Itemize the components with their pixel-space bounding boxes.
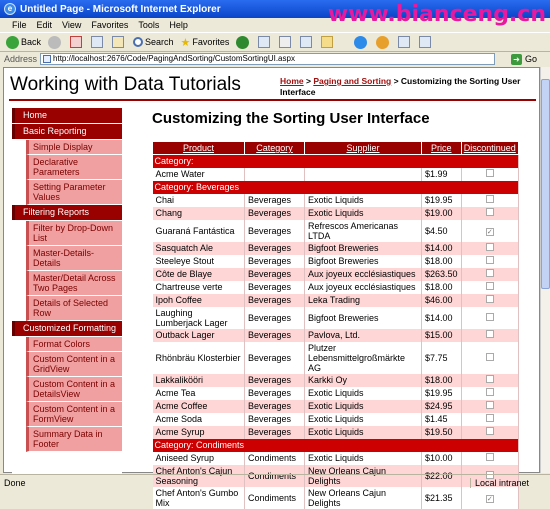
cell-category: Beverages [245, 342, 305, 374]
search-label: Search [145, 37, 174, 47]
header-product[interactable]: Product [153, 142, 245, 155]
vertical-scrollbar[interactable] [540, 67, 550, 473]
breadcrumb-separator: > [303, 76, 314, 86]
edit-button[interactable] [300, 36, 314, 48]
table-row [153, 413, 519, 426]
cell-price: $263.50 [422, 268, 462, 281]
cell-discontinued [461, 168, 518, 181]
cell-supplier: Bigfoot Breweries [305, 242, 422, 255]
status-bar [0, 474, 550, 491]
toolbar [0, 32, 550, 52]
address-bar [0, 52, 550, 66]
cell-product: Chef Anton's Cajun Seasoning [153, 465, 245, 487]
cell-discontinued [461, 255, 518, 268]
cell-category: Condiments [245, 452, 305, 465]
page-heading: Customizing the Sorting User Interface [152, 110, 430, 127]
discontinued-checkbox[interactable] [486, 269, 494, 277]
breadcrumb-home[interactable]: Home [280, 76, 304, 86]
cell-supplier: Bigfoot Breweries [305, 307, 422, 329]
favorites-label: Favorites [192, 37, 230, 47]
header-price[interactable]: Price [422, 142, 462, 155]
page-icon [43, 55, 51, 63]
nav-section-basic[interactable]: Basic Reporting [12, 124, 122, 139]
print-icon [279, 36, 291, 48]
table-row [153, 294, 519, 307]
cell-price: $18.00 [422, 281, 462, 294]
tool-icon-2 [419, 36, 431, 48]
mail-button[interactable] [258, 36, 272, 48]
cell-category: Beverages [245, 242, 305, 255]
table-row [153, 242, 519, 255]
table-row [153, 342, 519, 374]
cell-supplier: Bigfoot Breweries [305, 255, 422, 268]
cell-supplier [305, 168, 422, 181]
cell-product: Steeleye Stout [153, 255, 245, 268]
discontinued-checkbox[interactable] [486, 453, 494, 461]
cell-supplier: Leka Trading [305, 294, 422, 307]
discontinued-checkbox[interactable] [486, 295, 494, 303]
table-row [153, 387, 519, 400]
cell-category: Beverages [245, 268, 305, 281]
cell-price: $15.00 [422, 329, 462, 342]
go-label: Go [525, 54, 538, 64]
messenger-icon [376, 36, 389, 49]
discontinued-checkbox[interactable] [486, 353, 494, 361]
menu-favorites[interactable]: Favorites [91, 20, 129, 30]
cell-category: Beverages [245, 426, 305, 439]
forward-arrow-icon [48, 36, 61, 49]
table-row [153, 168, 519, 181]
cell-category [245, 168, 305, 181]
main-content [152, 110, 542, 509]
discontinued-checkbox[interactable] [486, 388, 494, 396]
globe-icon [354, 36, 367, 49]
cell-category: Condiments [245, 487, 305, 509]
cell-price: $19.95 [422, 387, 462, 400]
cell-product: Guaraná Fantástica [153, 220, 245, 242]
menu-bar [0, 18, 550, 32]
cell-discontinued [461, 329, 518, 342]
nav-item-setting-parameter-values[interactable]: Setting Parameter Values [26, 180, 122, 205]
cell-price: $22.00 [422, 465, 462, 487]
menu-tools[interactable]: Tools [138, 20, 160, 30]
cell-product: Chai [153, 194, 245, 207]
discontinued-checkbox[interactable] [486, 401, 494, 409]
stop-button[interactable] [70, 36, 84, 48]
back-label: Back [21, 37, 42, 47]
cell-price: $24.95 [422, 400, 462, 413]
cell-product: Laughing Lumberjack Lager [153, 307, 245, 329]
nav-item-custom-content-detailsview[interactable]: Custom Content in a DetailsView [26, 377, 122, 402]
cell-discontinued [461, 268, 518, 281]
nav-home[interactable]: Home [12, 108, 122, 123]
cell-supplier: Exotic Liquids [305, 194, 422, 207]
cell-category: Beverages [245, 329, 305, 342]
nav-section-filtering[interactable]: Filtering Reports [12, 205, 122, 220]
cell-supplier: Aux joyeux ecclésiastiques [305, 281, 422, 294]
table-row [153, 207, 519, 220]
category-label: Category: Condiments [153, 439, 519, 452]
discontinued-checkbox[interactable] [486, 256, 494, 264]
cell-discontinued [461, 220, 518, 242]
status-text: Done [4, 478, 26, 488]
table-row [153, 374, 519, 387]
cell-product: Lakkalikööri [153, 374, 245, 387]
cell-category: Beverages [245, 194, 305, 207]
cell-price: $46.00 [422, 294, 462, 307]
cell-discontinued [461, 387, 518, 400]
breadcrumb [280, 76, 536, 98]
search-button[interactable] [133, 37, 174, 47]
grid-body [153, 155, 519, 509]
discontinued-checkbox[interactable] [486, 243, 494, 251]
discontinued-checkbox[interactable] [486, 313, 494, 321]
cell-supplier: Exotic Liquids [305, 452, 422, 465]
refresh-icon [91, 36, 103, 48]
table-row [153, 194, 519, 207]
nav-item-filter-dropdown[interactable]: Filter by Drop-Down List [26, 221, 122, 246]
products-grid [152, 141, 519, 509]
address-input[interactable] [40, 53, 495, 65]
security-zone: Local intranet [470, 478, 550, 488]
discontinued-checkbox[interactable]: ✓ [486, 228, 493, 236]
menu-help[interactable]: Help [169, 20, 188, 30]
address-url: http://localhost:2676/Code/PagingAndSorting/CustomSortingUI.aspx [53, 54, 295, 63]
nav-section-customized[interactable]: Customized Formatting [12, 321, 122, 336]
discontinued-checkbox[interactable] [486, 330, 494, 338]
cell-category: Beverages [245, 307, 305, 329]
favorites-button[interactable] [181, 36, 230, 49]
cell-discontinued [461, 342, 518, 374]
home-icon [112, 36, 124, 48]
discontinued-checkbox[interactable] [486, 282, 494, 290]
nav-item-custom-content-formview[interactable]: Custom Content in a FormView [26, 402, 122, 427]
cell-supplier: Refrescos Americanas LTDA [305, 220, 422, 242]
nav-item-format-colors[interactable]: Format Colors [26, 337, 122, 352]
watermark-text: www.bianceng.cn [327, 2, 546, 27]
history-icon [236, 36, 249, 49]
print-button[interactable] [279, 36, 293, 48]
cell-supplier: New Orleans Cajun Delights [305, 465, 422, 487]
cell-supplier: Exotic Liquids [305, 426, 422, 439]
cell-supplier: Exotic Liquids [305, 400, 422, 413]
cell-category: Beverages [245, 374, 305, 387]
cell-discontinued [461, 307, 518, 329]
table-row [153, 255, 519, 268]
cell-product: Outback Lager [153, 329, 245, 342]
discontinued-checkbox[interactable] [486, 427, 494, 435]
cell-price: $7.75 [422, 342, 462, 374]
table-row [153, 400, 519, 413]
category-label: Category: Beverages [153, 181, 519, 194]
cell-category: Beverages [245, 207, 305, 220]
cell-category: Beverages [245, 294, 305, 307]
discontinued-checkbox[interactable] [486, 375, 494, 383]
table-row [153, 281, 519, 294]
cell-price: $19.00 [422, 207, 462, 220]
cell-discontinued [461, 281, 518, 294]
tool-icon [398, 36, 410, 48]
star-icon: ★ [180, 36, 191, 49]
ie-icon: e [4, 3, 16, 15]
stop-icon [70, 36, 82, 48]
cell-product: Côte de Blaye [153, 268, 245, 281]
header-supplier[interactable]: Supplier [305, 142, 422, 155]
window-title: Untitled Page - Microsoft Internet Explorer [20, 3, 221, 15]
table-row [153, 426, 519, 439]
cell-supplier: Exotic Liquids [305, 413, 422, 426]
cell-price: $1.45 [422, 413, 462, 426]
cell-supplier: Karkki Oy [305, 374, 422, 387]
go-arrow-icon: ➜ [511, 54, 522, 65]
menu-edit[interactable]: Edit [36, 20, 53, 30]
cell-supplier: Plutzer Lebensmittelgroßmärkte AG [305, 342, 422, 374]
discontinued-checkbox[interactable] [486, 195, 494, 203]
category-group-row [153, 181, 519, 194]
table-row [153, 329, 519, 342]
extra-button-3[interactable] [398, 36, 412, 48]
cell-price: $21.35 [422, 487, 462, 509]
address-label: Address [4, 54, 38, 64]
cell-product: Acme Coffee [153, 400, 245, 413]
cell-product: Chef Anton's Gumbo Mix [153, 487, 245, 509]
cell-category: Beverages [245, 400, 305, 413]
cell-product: Acme Soda [153, 413, 245, 426]
cell-discontinued [461, 400, 518, 413]
table-row [153, 307, 519, 329]
header-category[interactable]: Category [245, 142, 305, 155]
discontinued-checkbox[interactable] [486, 208, 494, 216]
cell-price: $1.99 [422, 168, 462, 181]
table-row [153, 220, 519, 242]
header-divider [9, 99, 536, 101]
cell-supplier: Exotic Liquids [305, 387, 422, 400]
nav-item-declarative-parameters[interactable]: Declarative Parameters [26, 155, 122, 180]
cell-discontinued [461, 374, 518, 387]
table-row [153, 268, 519, 281]
extra-button-1[interactable] [354, 36, 369, 49]
back-button[interactable] [6, 36, 41, 49]
menu-file[interactable]: File [12, 20, 27, 30]
table-row [153, 452, 519, 465]
cell-price: $10.00 [422, 452, 462, 465]
cell-supplier: New Orleans Cajun Delights [305, 487, 422, 509]
menu-view[interactable]: View [62, 20, 82, 30]
nav-item-details-selected-row[interactable]: Details of Selected Row [26, 296, 122, 321]
category-group-row [153, 439, 519, 452]
breadcrumb-separator: > [391, 76, 401, 86]
nav-item-custom-content-gridview[interactable]: Custom Content in a GridView [26, 352, 122, 377]
category-label: Category: [153, 155, 519, 168]
discontinued-checkbox[interactable] [486, 169, 494, 177]
folder-icon [321, 36, 333, 48]
home-button[interactable] [112, 36, 126, 48]
search-icon [133, 37, 143, 47]
cell-product: Aniseed Syrup [153, 452, 245, 465]
cell-price: $14.00 [422, 307, 462, 329]
mail-icon [258, 36, 270, 48]
cell-category: Beverages [245, 220, 305, 242]
cell-category: Beverages [245, 387, 305, 400]
cell-product: Sasquatch Ale [153, 242, 245, 255]
cell-supplier: Exotic Liquids [305, 207, 422, 220]
cell-product: Chang [153, 207, 245, 220]
cell-discontinued [461, 452, 518, 465]
extra-button-4[interactable] [419, 36, 433, 48]
forward-button[interactable] [48, 36, 63, 49]
cell-category: Beverages [245, 413, 305, 426]
cell-category: Beverages [245, 281, 305, 294]
cell-price: $19.50 [422, 426, 462, 439]
cell-category: Beverages [245, 255, 305, 268]
folder-button[interactable] [321, 36, 335, 48]
edit-icon [300, 36, 312, 48]
cell-category: Condiments [245, 465, 305, 487]
cell-discontinued [461, 194, 518, 207]
nav-item-summary-data-footer[interactable]: Summary Data in Footer [26, 427, 122, 452]
extra-button-2[interactable] [376, 36, 391, 49]
discontinued-checkbox[interactable]: ✓ [486, 495, 493, 503]
nav-item-master-details-details[interactable]: Master-Details-Details [26, 246, 122, 271]
cell-supplier: Aux joyeux ecclésiastiques [305, 268, 422, 281]
cell-price: $4.50 [422, 220, 462, 242]
cell-product: Chartreuse verte [153, 281, 245, 294]
grid-header-row [153, 142, 519, 155]
site-title: Working with Data Tutorials [10, 74, 241, 95]
header-discontinued[interactable]: Discontinued [461, 142, 518, 155]
cell-discontinued [461, 294, 518, 307]
cell-price: $18.00 [422, 255, 462, 268]
cell-discontinued [461, 426, 518, 439]
cell-price: $18.00 [422, 374, 462, 387]
nav-item-master-detail-two-pages[interactable]: Master/Detail Across Two Pages [26, 271, 122, 296]
cell-product: Ipoh Coffee [153, 294, 245, 307]
nav-item-simple-display[interactable]: Simple Display [26, 140, 122, 155]
sidebar-nav [12, 108, 122, 474]
cell-supplier: Pavlova, Ltd. [305, 329, 422, 342]
refresh-button[interactable] [91, 36, 105, 48]
cell-discontinued [461, 413, 518, 426]
back-arrow-icon [6, 36, 19, 49]
scrollbar-thumb[interactable] [541, 79, 550, 289]
cell-price: $14.00 [422, 242, 462, 255]
go-button[interactable] [511, 54, 537, 65]
category-group-row [153, 155, 519, 168]
cell-product: Acme Water [153, 168, 245, 181]
cell-product: Acme Syrup [153, 426, 245, 439]
discontinued-checkbox[interactable] [486, 414, 494, 422]
breadcrumb-current: Customizing the Sorting User Interface [280, 76, 521, 97]
cell-discontinued [461, 242, 518, 255]
cell-product: Acme Tea [153, 387, 245, 400]
cell-product: Rhönbräu Klosterbier [153, 342, 245, 374]
cell-price: $19.95 [422, 194, 462, 207]
cell-discontinued [461, 207, 518, 220]
breadcrumb-paging[interactable]: Paging and Sorting [313, 76, 392, 86]
history-button[interactable] [236, 36, 251, 49]
